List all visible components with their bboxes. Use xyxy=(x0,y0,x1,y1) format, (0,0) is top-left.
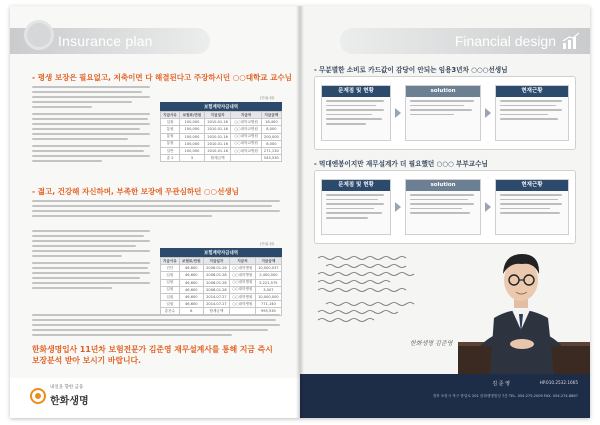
header-badge-icon xyxy=(24,20,54,50)
table-cell: 지급일자 xyxy=(204,112,231,119)
table-cell: 995,530 xyxy=(255,308,281,315)
right-header-band xyxy=(340,28,590,54)
table-cell: 지급금액 xyxy=(261,112,281,119)
table-cell: 3 xyxy=(180,155,205,162)
agent-name: 김 준 영 xyxy=(492,381,510,387)
table-cell: 10,000,037 xyxy=(255,265,281,272)
table-cell: 보험료/만원 xyxy=(180,112,205,119)
table-cell: ○○대학병원 xyxy=(230,301,256,308)
table-cell: ○○대학병원 xyxy=(230,265,256,272)
section1-title: - 무분별한 소비로 카드값이 감당이 안되는 임용3년차 ○○○선생님 xyxy=(314,66,508,74)
table-cell: 2014.07.27 xyxy=(203,293,229,300)
table-row xyxy=(161,265,282,272)
table-cell: 지급처 xyxy=(231,112,261,119)
table-row xyxy=(161,301,282,308)
left-header-title: Insurance plan xyxy=(58,33,153,49)
table-cell: 입원 xyxy=(161,286,180,293)
left-footer xyxy=(10,378,300,418)
highlight-text: 한화생명입사 11년차 보험전문가 김준영 재무설계사를 통해 지금 즉시 보장분석 받아 보시기 바랍니다. xyxy=(32,345,273,365)
table-cell: 2008.01.28 xyxy=(203,279,229,286)
table-cell: ○○대학교병원 xyxy=(231,133,261,140)
table-cell: 지급사유 xyxy=(161,258,180,265)
case1-solution-label: solution xyxy=(406,86,480,97)
table-cell: ○○대학교병원 xyxy=(231,119,261,126)
right-header-title: Financial design xyxy=(454,33,556,49)
paragraph-3 xyxy=(32,230,152,292)
table-header-row xyxy=(161,258,282,265)
table-cell: ○○대학병원 xyxy=(230,279,256,286)
headline-2: - 젊고, 건강해 자신하며, 부족한 보장에 무관심하던 ○○선생님 xyxy=(32,187,239,196)
table-cell: 46,600 xyxy=(179,301,203,308)
table-cell: 입원 xyxy=(161,279,180,286)
table-cell: 2008.01.28 xyxy=(203,286,229,293)
table-row xyxy=(161,133,282,140)
table-cell: ○○대학병원 xyxy=(230,293,256,300)
case1-arrow-1 xyxy=(395,108,401,118)
agent-photo xyxy=(450,206,590,376)
table2-caption: 보험계약자금내역 xyxy=(160,248,282,257)
table-cell: 8,000 xyxy=(261,140,281,147)
table-cell: 통원 xyxy=(161,140,180,147)
table-cell: 5,221,575 xyxy=(255,279,281,286)
table-cell: 총건수 xyxy=(161,308,180,315)
table-cell: 지급처 xyxy=(230,258,256,265)
table-cell: 46,600 xyxy=(179,265,203,272)
table-cell: 보험료/만원 xyxy=(179,258,203,265)
table-cell: 2010.01.16 xyxy=(204,119,231,126)
table-cell: 2014.07.27 xyxy=(203,301,229,308)
table-cell: 합계금액 xyxy=(204,155,231,162)
table-cell: 2010.01.16 xyxy=(204,147,231,154)
table-cell: 입원 xyxy=(161,119,180,126)
table-cell: 271,130 xyxy=(261,147,281,154)
case2-problem-label: 문제점 및 현황 xyxy=(322,180,390,191)
table-cell: 200,000 xyxy=(261,133,281,140)
logo-tagline: 내일을 향한 금융 xyxy=(50,385,84,390)
signature: 한화생명 김준영 xyxy=(410,340,453,347)
case1-solution-box xyxy=(405,85,481,141)
table-cell: 일반 xyxy=(161,147,180,154)
case1-current-box xyxy=(495,85,569,141)
table-header-row xyxy=(161,112,282,119)
logo-name: 한화생명 xyxy=(50,396,89,407)
left-header-band xyxy=(10,28,210,54)
table-row xyxy=(161,272,282,279)
table-cell: ○○대학병원 xyxy=(230,286,256,293)
table-cell: 지급사유 xyxy=(161,112,180,119)
table-row xyxy=(161,155,282,162)
case1-flow xyxy=(314,76,576,150)
case2-arrow-1 xyxy=(395,202,401,212)
page-spine xyxy=(296,6,304,418)
table-cell: 8,000 xyxy=(261,126,281,133)
table-cell: 771,140 xyxy=(255,301,281,308)
table-cell: ○○대학병원 xyxy=(230,272,256,279)
table-row xyxy=(161,147,282,154)
right-footer xyxy=(300,374,590,418)
table-cell: 통원 xyxy=(161,126,180,133)
table-cell: ○○대학교병원 xyxy=(231,126,261,133)
case1-problem-box xyxy=(321,85,391,141)
table-cell: 2008.01.28 xyxy=(203,272,229,279)
table1-unit: (단위:원) xyxy=(260,96,275,100)
table-cell: 총 2 xyxy=(161,155,180,162)
table-cell: 입원 xyxy=(161,293,180,300)
paragraph-4 xyxy=(32,314,282,339)
table1-caption: 보험계약자금내역 xyxy=(160,102,282,111)
table-cell: 6 xyxy=(179,308,203,315)
case1-arrow-2 xyxy=(485,108,491,118)
case2-problem-box xyxy=(321,179,391,235)
table-cell: 46,600 xyxy=(179,272,203,279)
left-page xyxy=(10,6,300,418)
table-cell: 입원 xyxy=(161,301,180,308)
table-cell: 10,000,000 xyxy=(255,293,281,300)
agent-phone: HP.010.2532.1665 xyxy=(539,380,578,385)
claims-table-2 xyxy=(160,248,282,316)
table-cell: 18,400 xyxy=(261,119,281,126)
table-cell: 100,000 xyxy=(180,119,205,126)
case1-current-label: 현재근황 xyxy=(496,86,568,97)
table-cell: ○○대학교병원 xyxy=(231,147,261,154)
table-cell: 46,600 xyxy=(179,293,203,300)
table-row xyxy=(161,293,282,300)
table-cell: 2010.01.16 xyxy=(204,140,231,147)
growth-chart-icon xyxy=(562,32,580,50)
hanwha-logo-icon xyxy=(30,388,46,404)
handwriting-strokes xyxy=(316,254,466,334)
claims-table-1 xyxy=(160,102,282,162)
table-cell: 545,530 xyxy=(261,155,281,162)
headline-1: - 평생 보장은 필요없고, 저축이면 다 해결된다고 주장하시던 ○○대학교 교수님 xyxy=(32,73,292,82)
paragraph-2 xyxy=(32,200,282,220)
table-cell: 100,000 xyxy=(180,140,205,147)
table-cell: ○○대학교병원 xyxy=(231,140,261,147)
case1-problem-label: 문제점 및 현황 xyxy=(322,86,390,97)
table-cell: 2010.01.16 xyxy=(204,133,231,140)
table-row xyxy=(161,119,282,126)
table-cell: 진단 xyxy=(161,265,180,272)
case2-solution-label: solution xyxy=(406,180,480,191)
table-cell: 합계금액 xyxy=(203,308,229,315)
table-cell: 2,400,000 xyxy=(255,272,281,279)
table-cell xyxy=(231,155,261,162)
table-cell: 2010.01.16 xyxy=(204,126,231,133)
table-cell: 2008.01.28 xyxy=(203,265,229,272)
section2-title: - 먹대엔봉이지만 재무설계가 더 필요했던 ○○○ 부부교수님 xyxy=(314,160,488,168)
handwritten-letter xyxy=(316,254,466,338)
table-cell: 46,600 xyxy=(179,279,203,286)
table-cell: 입원 xyxy=(161,272,180,279)
table-cell: 지급금액 xyxy=(255,258,281,265)
case2-current-label: 현재근황 xyxy=(496,180,568,191)
right-page xyxy=(300,6,590,418)
table-row xyxy=(161,286,282,293)
brochure-spread xyxy=(10,6,590,418)
table-row xyxy=(161,279,282,286)
table2-unit: (단위:원) xyxy=(260,242,275,246)
table-cell: 100,000 xyxy=(180,147,205,154)
table-cell: 46,600 xyxy=(179,286,203,293)
table-cell: 통원 xyxy=(161,133,180,140)
table-cell: 3,007 xyxy=(255,286,281,293)
table-cell: 100,000 xyxy=(180,126,205,133)
table-row xyxy=(161,140,282,147)
paragraph-1 xyxy=(32,86,152,165)
table-row xyxy=(161,126,282,133)
agent-address: 경북 포항시 북구 중앙로 201 한화생명빌딩 7층 TEL. 054.275.2009 FAX. 054.274.8867 xyxy=(432,394,578,398)
table-cell: 100,000 xyxy=(180,133,205,140)
table-cell: 지급일자 xyxy=(203,258,229,265)
